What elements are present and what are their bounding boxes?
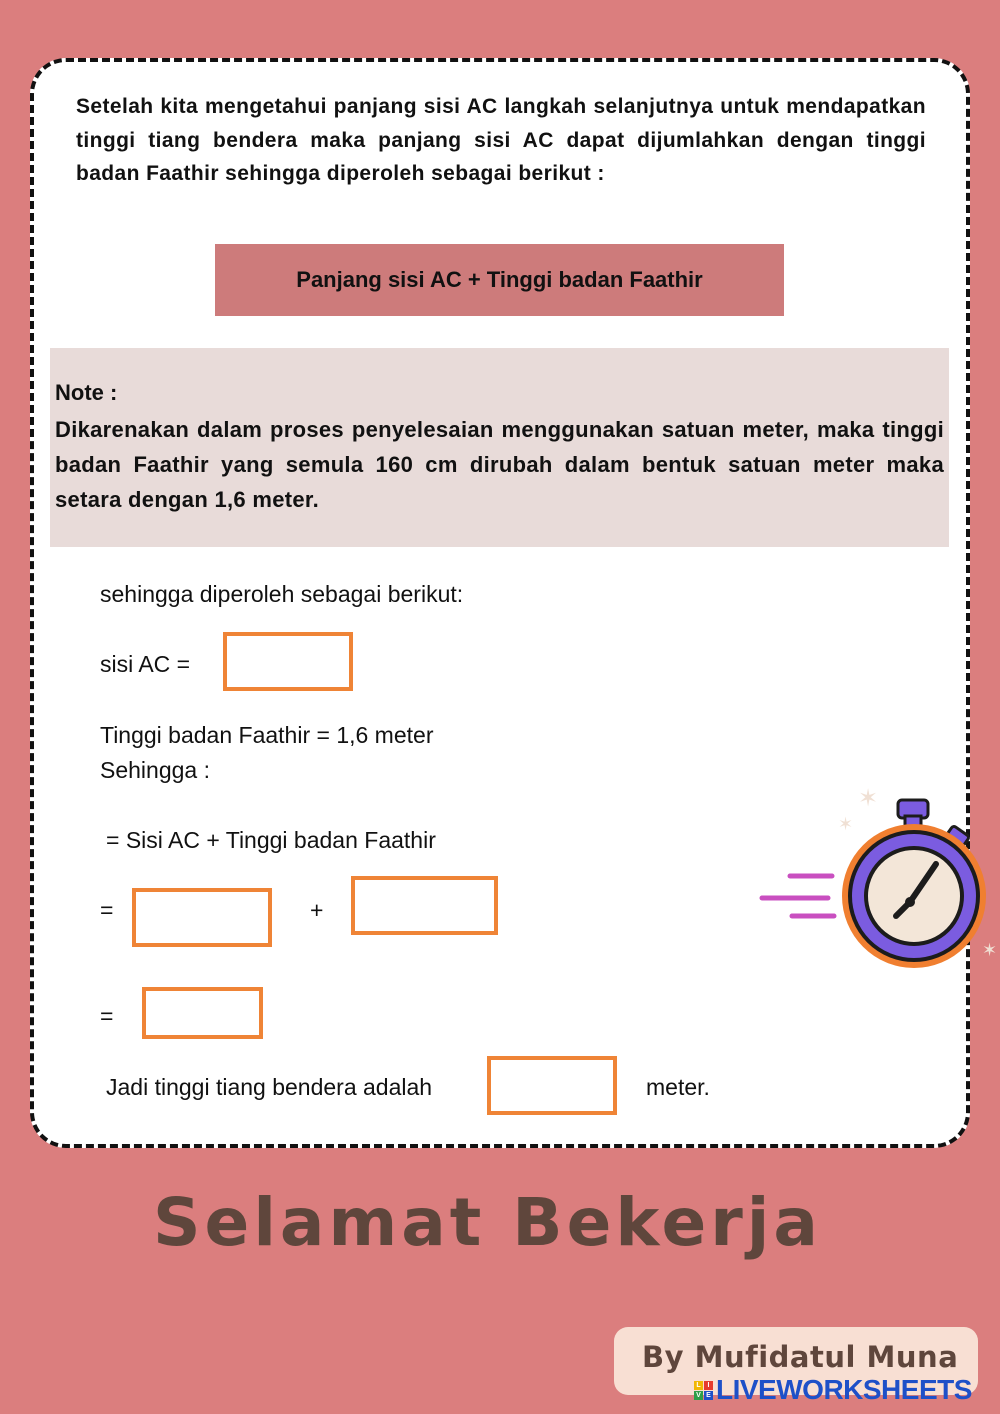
svg-text:✶: ✶ xyxy=(858,784,879,812)
tinggi-badan-value-input[interactable] xyxy=(351,876,498,935)
liveworksheets-logo-icon: L I V E xyxy=(694,1381,713,1400)
svg-text:✶: ✶ xyxy=(982,940,998,961)
work-lead-text: sehingga diperoleh sebagai berikut: xyxy=(100,581,464,607)
conclusion-unit: meter. xyxy=(646,1074,710,1100)
page-title: Selamat Bekerja xyxy=(153,1184,822,1261)
sehingga-label: Sehingga : xyxy=(100,757,210,783)
tinggi-badan-line: Tinggi badan Faathir = 1,6 meter xyxy=(100,722,434,748)
sisi-ac-label: sisi AC = xyxy=(100,651,191,677)
sisi-ac-answer-input[interactable] xyxy=(223,632,353,691)
intro-paragraph: Setelah kita mengetahui panjang sisi AC langkah selanjutnya untuk mendapatkan tinggi tiang bendera maka panjang sisi AC dapat dijumlahkan dengan tinggi badan Faathir sehingga diperoleh sebagai berikut : xyxy=(76,95,926,185)
note-box xyxy=(50,348,949,547)
svg-text:✶: ✶ xyxy=(838,814,854,835)
equals-sign-1: = xyxy=(100,897,114,923)
formula-line: = Sisi AC + Tinggi badan Faathir xyxy=(106,827,436,853)
stopwatch-icon xyxy=(750,778,1000,978)
note-text: Dikarenakan dalam proses penyelesaian menggunakan satuan meter, maka tinggi badan Faathir yang semula 160 cm dirubah dalam bentuk satuan meter maka setara dengan 1,6 meter. xyxy=(55,417,944,512)
note-title: Note : xyxy=(55,380,118,405)
plus-sign: + xyxy=(310,897,324,923)
conclusion-text: Jadi tinggi tiang bendera adalah xyxy=(106,1074,433,1100)
sum-result-input[interactable] xyxy=(142,987,263,1039)
sisi-ac-value-input[interactable] xyxy=(132,888,272,947)
liveworksheets-watermark xyxy=(694,1375,972,1405)
formula-box: Panjang sisi AC + Tinggi badan Faathir xyxy=(215,244,784,316)
liveworksheets-text: LIVEWORKSHEETS xyxy=(716,1374,972,1405)
final-answer-input[interactable] xyxy=(487,1056,617,1115)
credit-text: By Mufidatul Muna xyxy=(642,1340,959,1374)
equals-sign-2: = xyxy=(100,1003,114,1029)
